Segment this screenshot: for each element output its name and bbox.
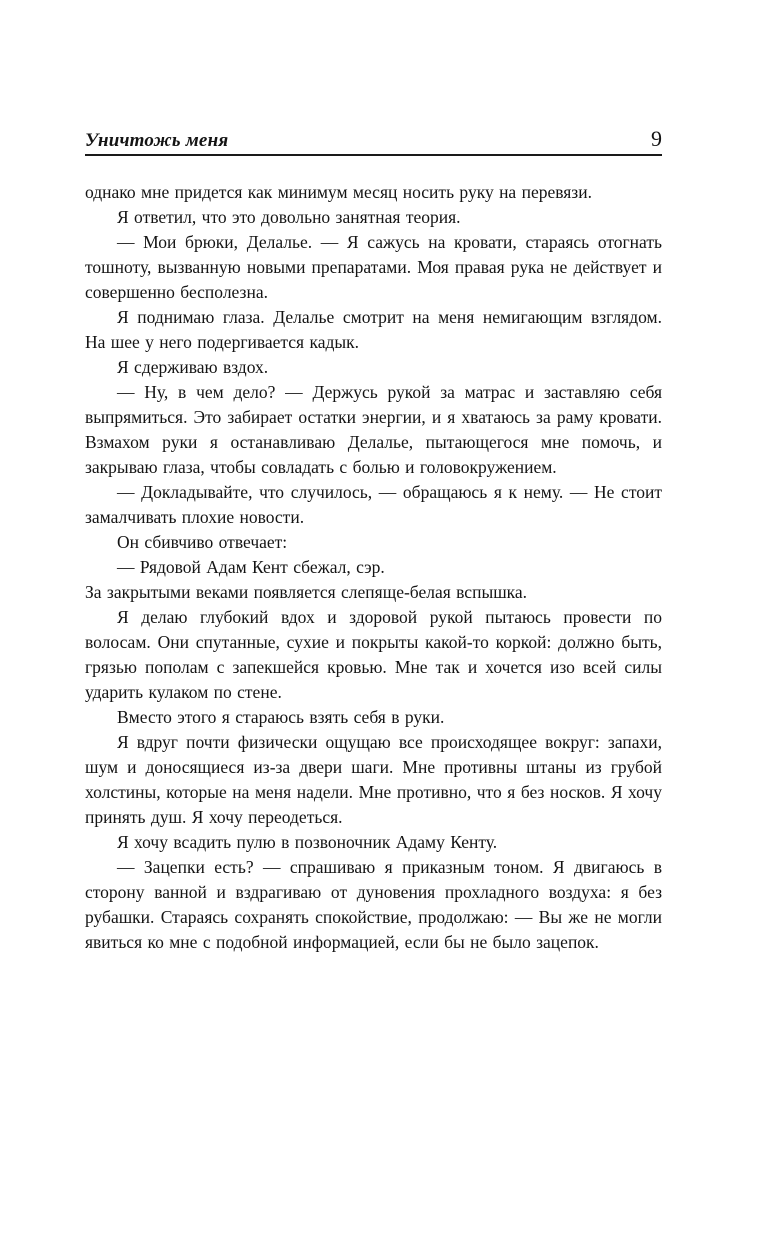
page-number: 9: [651, 126, 662, 151]
paragraph: Я сдерживаю вздох.: [117, 357, 269, 377]
paragraph: — Зацепки есть? — спрашиваю я приказным тоном. Я двигаюсь в сторону ванной и вздрагиваю от дуновения прохладного воздуха: я без рубашки. Стараясь сохранять спокойствие, продолжаю: — Вы же не могли явиться ко мне с подобной информацией, если бы не было зацепок.: [85, 857, 662, 952]
paragraph: Я ответил, что это довольно занятная теория.: [117, 207, 461, 227]
paragraph: однако мне придется как минимум месяц носить руку на перевязи.: [85, 182, 592, 202]
paragraph: Он сбивчиво отвечает:: [117, 532, 288, 552]
header-rule: [85, 154, 662, 156]
paragraph: — Рядовой Адам Кент сбежал, сэр.: [117, 557, 385, 577]
page-header: [85, 126, 662, 152]
paragraph: — Ну, в чем дело? — Держусь рукой за матрас и заставляю себя выпрямиться. Это забирает остатки энергии, и я хватаюсь за раму кровати. Взмахом руки я останавливаю Делалье, пытающегося мне помочь, и закрываю глаза, чтобы совладать с болью и головокружением.: [85, 382, 662, 477]
paragraph: За закрытыми веками появляется слепяще-белая вспышка.: [85, 582, 528, 602]
paragraph: — Мои брюки, Делалье. — Я сажусь на кровати, стараясь отогнать тошноту, вызванную новыми препаратами. Моя правая рука не действует и совершенно бесполезна.: [85, 232, 662, 302]
paragraph: Я делаю глубокий вдох и здоровой рукой пытаюсь провести по волосам. Они спутанные, сухие и покрыты какой-то коркой: должно быть, грязью пополам с запекшейся кровью. Мне так и хочется изо всей силы ударить кулаком по стене.: [85, 607, 662, 702]
paragraph: Я хочу всадить пулю в позвоночник Адаму Кенту.: [117, 832, 498, 852]
running-title: Уничтожь меня: [85, 130, 229, 151]
paragraph: Я поднимаю глаза. Делалье смотрит на меня немигающим взглядом. На шее у него подергивается кадык.: [85, 307, 662, 352]
body-text: [85, 180, 662, 955]
paragraph: — Докладывайте, что случилось, — обращаюсь я к нему. — Не стоит замалчивать плохие новости.: [85, 482, 662, 527]
paragraph: Я вдруг почти физически ощущаю все происходящее вокруг: запахи, шум и доносящиеся из-за двери шаги. Мне противны штаны из грубой холстины, которые на меня надели. Мне противно, что я без носков. Я хочу принять душ. Я хочу переодеться.: [85, 732, 662, 827]
paragraph: Вместо этого я стараюсь взять себя в руки.: [117, 707, 445, 727]
